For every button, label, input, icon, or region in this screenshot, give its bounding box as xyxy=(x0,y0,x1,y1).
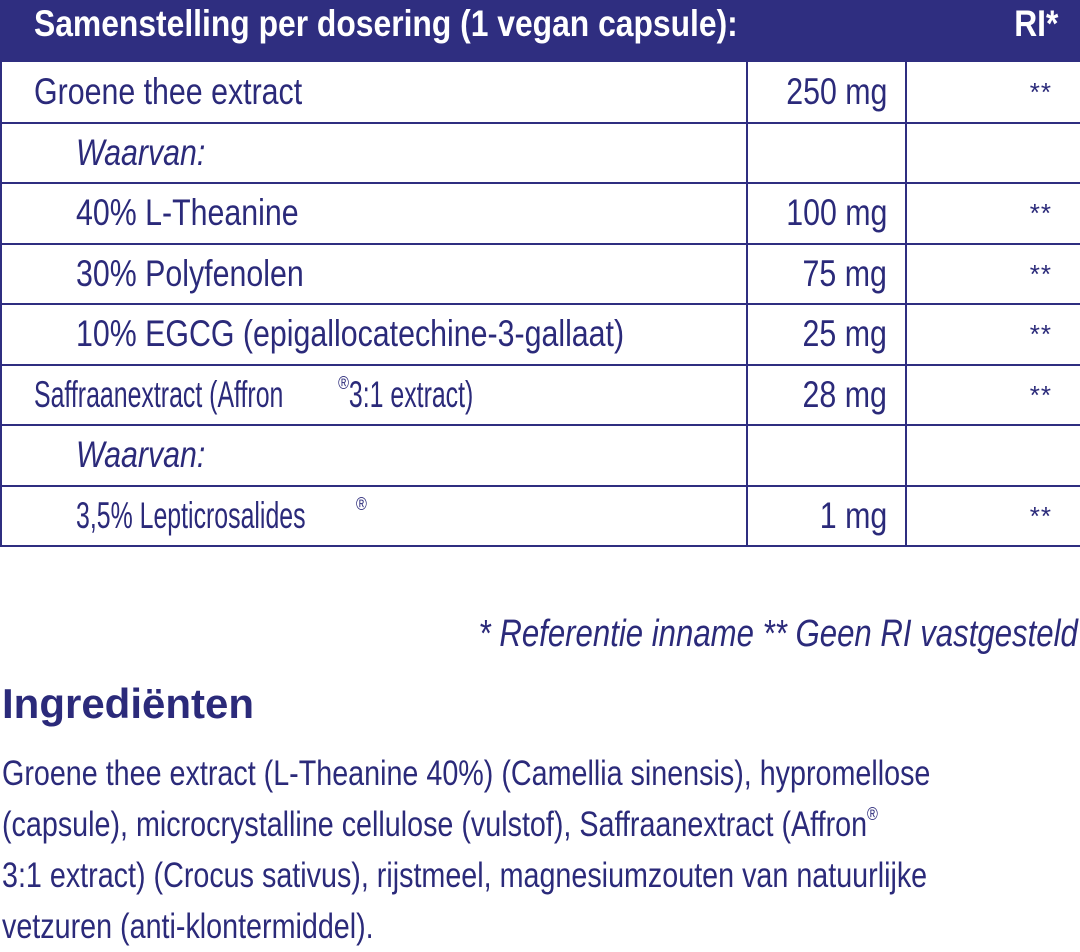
ingredient-name: 10% EGCG (epigallocatechine-3-gallaat) xyxy=(1,304,747,365)
ingredient-ri: ** xyxy=(906,244,1080,305)
ingredient-name: 40% L-Theanine xyxy=(1,183,747,244)
ingredient-name: Waarvan: xyxy=(1,123,747,184)
ingredient-ri: ** xyxy=(906,486,1080,547)
registered-mark: ® xyxy=(867,804,878,824)
ingredient-ri xyxy=(906,123,1080,184)
ingredient-ri: ** xyxy=(906,183,1080,244)
registered-mark: ® xyxy=(338,372,350,393)
ingredients-line: 3:1 extract) (Crocus sativus), rijstmeel, magnesiumzouten van natuurlijke xyxy=(2,856,928,895)
ri-column-header: RI* xyxy=(1013,3,1058,44)
ingredient-name: Groene thee extract xyxy=(1,62,747,123)
ingredient-ri xyxy=(906,425,1080,486)
ingredient-amount: 250 mg xyxy=(747,62,906,123)
ingredient-amount: 100 mg xyxy=(747,183,906,244)
ri-footnote: * Referentie inname ** Geen RI vastgesteld xyxy=(478,613,1078,655)
ingredient-name: 3,5% Lepticrosalides ® xyxy=(1,486,747,547)
table-row xyxy=(1,365,1080,426)
table-header xyxy=(0,0,1080,62)
table-row xyxy=(1,183,1080,244)
composition-table xyxy=(0,62,1080,547)
ingredient-amount xyxy=(747,425,906,486)
ingredients-line: Groene thee extract (L-Theanine 40%) (Camellia sinensis), hypromellose xyxy=(2,754,931,793)
ingredients-text xyxy=(2,748,1068,952)
table-row xyxy=(1,425,1080,486)
ingredient-amount: 1 mg xyxy=(747,486,906,547)
ingredient-ri: ** xyxy=(906,62,1080,123)
table-row xyxy=(1,244,1080,305)
table-row xyxy=(1,304,1080,365)
ingredient-amount: 75 mg xyxy=(747,244,906,305)
table-row xyxy=(1,123,1080,184)
ingredient-name: 30% Polyfenolen xyxy=(1,244,747,305)
ingredient-amount xyxy=(747,123,906,184)
table-row xyxy=(1,486,1080,547)
ingredient-ri: ** xyxy=(906,304,1080,365)
ingredient-amount: 28 mg xyxy=(747,365,906,426)
ingredient-ri: ** xyxy=(906,365,1080,426)
table-row xyxy=(1,62,1080,123)
ingredients-heading: Ingrediënten xyxy=(2,680,255,727)
ingredients-line: (capsule), microcrystalline cellulose (vulstof), Saffraanextract (Affron® xyxy=(2,804,878,844)
ingredient-amount: 25 mg xyxy=(747,304,906,365)
composition-title: Samenstelling per dosering (1 vegan capsule): xyxy=(34,3,738,44)
ingredient-name: Saffraanextract (Affron ®3:1 extract) xyxy=(1,365,747,426)
ingredient-name: Waarvan: xyxy=(1,425,747,486)
registered-mark: ® xyxy=(355,493,367,514)
ingredients-line: vetzuren (anti-klontermiddel). xyxy=(2,907,374,946)
